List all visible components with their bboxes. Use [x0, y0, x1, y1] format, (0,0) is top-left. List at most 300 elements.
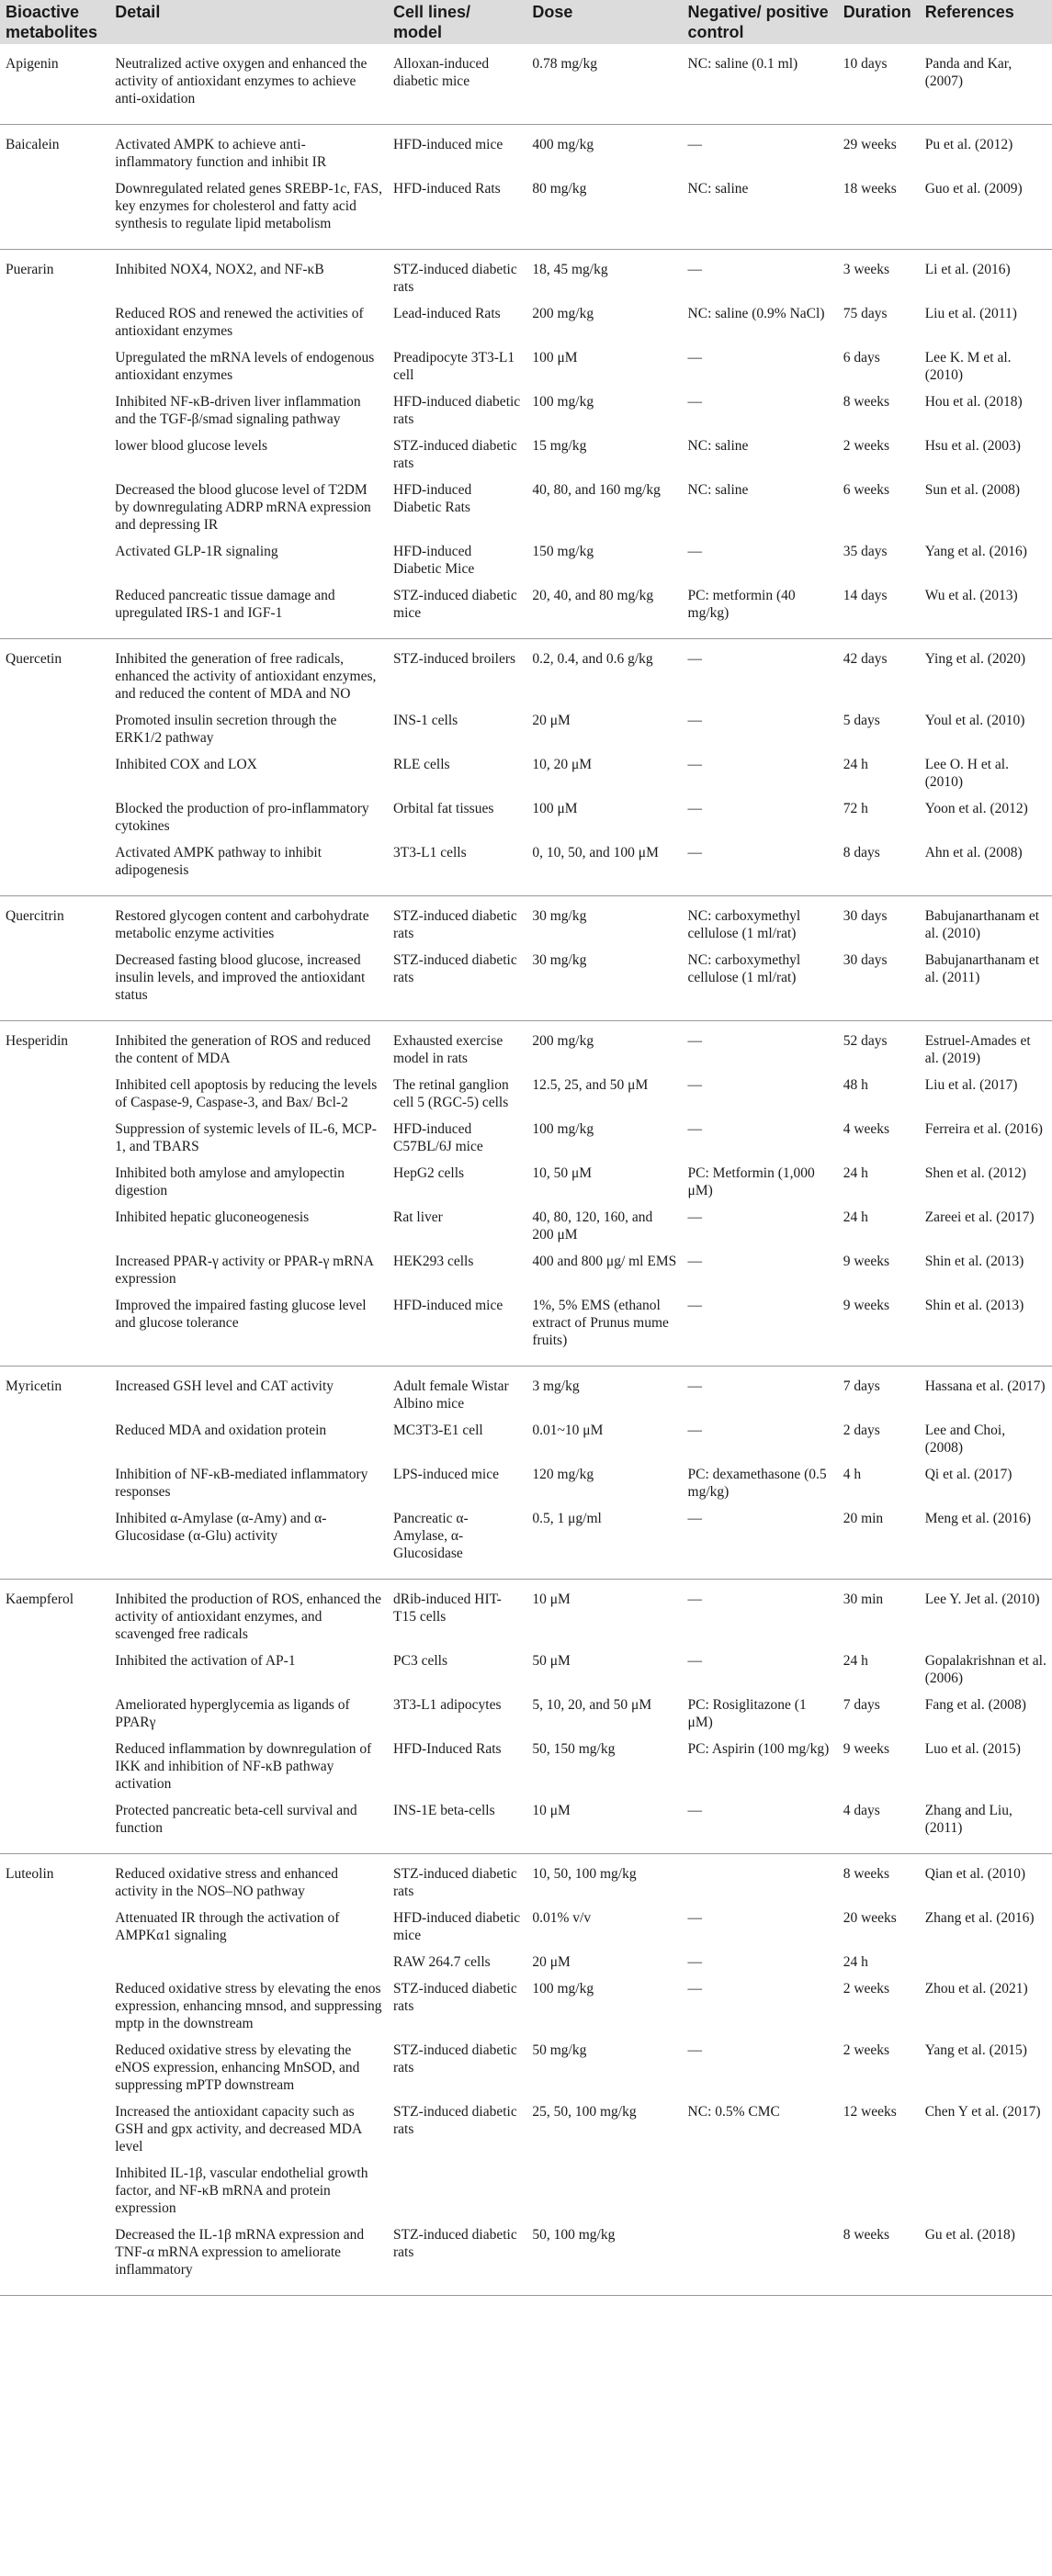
- table-row: [0, 2038, 1052, 2099]
- control-cell: —: [687, 2042, 703, 2058]
- control-cell: NC: 0.5% CMC: [687, 2104, 780, 2120]
- duration-cell: 2 weeks: [843, 2042, 890, 2058]
- dose-cell: 10, 20 μM: [532, 757, 593, 772]
- control-cell: PC: Aspirin (100 mg/kg): [687, 1741, 830, 1757]
- control-cell: —: [687, 1653, 703, 1669]
- reference-cell: Chen Y et al. (2017): [924, 2104, 1041, 2120]
- dose-cell: 10 μM: [526, 1798, 682, 1854]
- table-row: [0, 301, 1052, 345]
- control-cell: —: [687, 262, 703, 277]
- table-row: [0, 1976, 1052, 2038]
- reference-cell: Lee O. H et al. (2010): [924, 757, 1009, 790]
- dose-cell: 50, 150 mg/kg: [532, 1741, 616, 1757]
- control-cell: —: [687, 1254, 703, 1269]
- table-row: [0, 1693, 1052, 1737]
- detail-cell: Inhibited both amylose and amylopectin digestion: [115, 1165, 345, 1198]
- detail-cell: Activated AMPK to achieve anti-inflammatory function and inhibit IR: [115, 137, 327, 170]
- metabolite-cell: [0, 1693, 109, 1737]
- metabolite-cell: [0, 345, 109, 389]
- table-row: [0, 1249, 1052, 1293]
- control-cell: [683, 1854, 838, 1907]
- cell-line-cell: STZ-induced diabetic rats: [393, 1866, 517, 1899]
- cell-line-cell: STZ-induced diabetic rats: [393, 908, 517, 941]
- table-row: [0, 1205, 1052, 1249]
- dose-cell: 200 mg/kg: [532, 306, 594, 321]
- duration-cell: 14 days: [838, 583, 920, 639]
- cell-line-cell: INS-1E beta-cells: [388, 1798, 526, 1854]
- control-cell: NC: saline: [687, 482, 749, 498]
- control-cell: —: [687, 394, 703, 410]
- control-cell: —: [683, 1798, 838, 1854]
- dose-cell: 30 mg/kg: [526, 948, 682, 1021]
- duration-cell: 8 weeks: [843, 1866, 890, 1882]
- metabolite-cell: Baicalein: [6, 137, 60, 152]
- detail-cell: Inhibited COX and LOX: [115, 757, 257, 772]
- reference-cell: Liu et al. (2011): [924, 306, 1017, 321]
- metabolite-cell: [0, 1798, 109, 1854]
- duration-cell: 9 weeks: [843, 1254, 890, 1269]
- metabolite-cell: [0, 301, 109, 345]
- control-cell: NC: saline (0.9% NaCl): [687, 306, 825, 321]
- detail-cell: Inhibited the generation of free radicals, enhanced the activity of antioxidant enzymes, and reduced the content of MDA and NO: [115, 651, 377, 702]
- duration-cell: 2 days: [843, 1423, 880, 1438]
- duration-cell: 9 weeks: [838, 1293, 920, 1367]
- control-cell: NC: saline (0.1 ml): [683, 44, 838, 125]
- duration-cell: 24 h: [843, 1954, 868, 1970]
- dose-cell: 100 mg/kg: [532, 1981, 594, 1997]
- cell-line-cell: RAW 264.7 cells: [393, 1954, 491, 1970]
- dose-cell: 0.78 mg/kg: [526, 44, 682, 125]
- table-row: [0, 639, 1052, 709]
- detail-cell: lower blood glucose levels: [115, 438, 268, 454]
- table-row: [0, 948, 1052, 1021]
- table-row: [0, 752, 1052, 796]
- duration-cell: 2 weeks: [843, 438, 890, 454]
- metabolite-cell: [0, 2038, 109, 2099]
- reference-cell: Hassana et al. (2017): [924, 1378, 1046, 1394]
- cell-line-cell: HFD-induced diabetic mice: [393, 1910, 521, 1943]
- detail-cell: Inhibition of NF-κB-mediated inflammatory responses: [115, 1467, 368, 1500]
- cell-line-cell: HFD-induced C57BL/6J mice: [393, 1121, 483, 1154]
- table-row: [0, 125, 1052, 177]
- table-row: [0, 1648, 1052, 1693]
- dose-cell: 0.5, 1 μg/ml: [526, 1506, 682, 1580]
- reference-cell: Zhou et al. (2021): [924, 1981, 1028, 1997]
- duration-cell: 24 h: [843, 1209, 868, 1225]
- cell-line-cell: INS-1 cells: [393, 713, 458, 728]
- detail-cell: Inhibited IL-1β, vascular endothelial growth factor, and NF-κB mRNA and protein expression: [115, 2165, 368, 2216]
- table-row: [0, 583, 1052, 639]
- control-cell: —: [687, 1033, 703, 1049]
- table-body: [0, 44, 1052, 2296]
- duration-cell: 52 days: [843, 1033, 888, 1049]
- table-row: [0, 44, 1052, 125]
- cell-line-cell: STZ-induced diabetic rats: [388, 948, 526, 1021]
- duration-cell: 18 weeks: [838, 176, 920, 250]
- metabolite-cell: [0, 1506, 109, 1580]
- metabolite-cell: Kaempferol: [6, 1592, 74, 1607]
- header-duration: Duration: [838, 0, 920, 44]
- table-row: [0, 539, 1052, 583]
- table-row: [0, 1798, 1052, 1854]
- dose-cell: 100 mg/kg: [532, 1121, 594, 1137]
- detail-cell: Promoted insulin secretion through the ERK1/2 pathway: [115, 713, 337, 746]
- table-row: [0, 433, 1052, 478]
- cell-line-cell: HFD-induced diabetic rats: [393, 394, 521, 427]
- dose-cell: 0.01~10 μM: [532, 1423, 604, 1438]
- control-cell: PC: dexamethasone (0.5 mg/kg): [687, 1467, 827, 1500]
- detail-cell: Reduced pancreatic tissue damage and upregulated IRS-1 and IGF-1: [109, 583, 388, 639]
- detail-cell: Inhibited the activation of AP-1: [115, 1653, 296, 1669]
- metabolite-cell: Puerarin: [6, 262, 54, 277]
- duration-cell: 3 weeks: [843, 262, 890, 277]
- duration-cell: 20 min: [838, 1506, 920, 1580]
- metabolite-cell: Myricetin: [6, 1378, 62, 1394]
- reference-cell: Shin et al. (2013): [920, 1293, 1052, 1367]
- cell-line-cell: 3T3-L1 adipocytes: [393, 1697, 502, 1713]
- cell-line-cell: The retinal ganglion cell 5 (RGC-5) cells: [393, 1077, 509, 1110]
- metabolite-cell: [0, 433, 109, 478]
- reference-cell: Ahn et al. (2008): [920, 840, 1052, 896]
- reference-cell: Hsu et al. (2003): [924, 438, 1021, 454]
- reference-cell: Sun et al. (2008): [924, 482, 1021, 498]
- metabolite-cell: [0, 948, 109, 1021]
- detail-cell: Neutralized active oxygen and enhanced the activity of antioxidant enzymes to achieve anti-oxidation: [109, 44, 388, 125]
- reference-cell: Shen et al. (2012): [924, 1165, 1026, 1181]
- header-bioactive-metabolites: Bioactive metabolites: [0, 0, 109, 44]
- detail-cell: Inhibited hepatic gluconeogenesis: [115, 1209, 310, 1225]
- cell-line-cell: HepG2 cells: [393, 1165, 465, 1181]
- table-row: [0, 1117, 1052, 1161]
- detail-cell: Reduced inflammation by downregulation of IKK and inhibition of NF-κB pathway activation: [115, 1741, 372, 1792]
- duration-cell: 6 days: [843, 350, 880, 366]
- table-header: [0, 0, 1052, 44]
- metabolite-cell: [0, 1161, 109, 1205]
- header-references: References: [920, 0, 1052, 44]
- metabolite-cell: Quercetin: [6, 651, 62, 667]
- reference-cell: Yang et al. (2016): [924, 544, 1027, 559]
- table-row: [0, 708, 1052, 752]
- reference-cell: Ying et al. (2020): [924, 651, 1026, 667]
- control-cell: —: [687, 1121, 703, 1137]
- reference-cell: Yang et al. (2015): [924, 2042, 1027, 2058]
- metabolite-cell: [0, 1976, 109, 2038]
- duration-cell: 35 days: [843, 544, 888, 559]
- detail-cell: Reduced oxidative stress by elevating the enos expression, enhancing mnsod, and suppressing mptp in the downstream: [115, 1981, 382, 2031]
- reference-cell: Guo et al. (2009): [920, 176, 1052, 250]
- dose-cell: 80 mg/kg: [526, 176, 682, 250]
- reference-cell: Lee and Choi, (2008): [924, 1423, 1006, 1456]
- dose-cell: 150 mg/kg: [532, 544, 594, 559]
- dose-cell: 400 and 800 μg/ ml EMS: [532, 1254, 677, 1269]
- metabolite-cell: [0, 2099, 109, 2161]
- duration-cell: 4 days: [838, 1798, 920, 1854]
- metabolite-cell: [0, 2222, 109, 2296]
- control-cell: —: [687, 137, 703, 152]
- detail-cell: Activated AMPK pathway to inhibit adipogenesis: [109, 840, 388, 896]
- metabolite-cell: [0, 176, 109, 250]
- control-cell: [683, 2161, 838, 2222]
- detail-cell: Protected pancreatic beta-cell survival and function: [109, 1798, 388, 1854]
- reference-cell: Youl et al. (2010): [924, 713, 1025, 728]
- dose-cell: 0.2, 0.4, and 0.6 g/kg: [532, 651, 653, 667]
- dose-cell: [526, 2161, 682, 2222]
- dose-cell: 3 mg/kg: [532, 1378, 580, 1394]
- cell-line-cell: LPS-induced mice: [393, 1467, 499, 1482]
- reference-cell: Lee Y. Jet al. (2010): [924, 1592, 1040, 1607]
- cell-line-cell: MC3T3-E1 cell: [393, 1423, 483, 1438]
- duration-cell: 8 days: [838, 840, 920, 896]
- detail-cell: Restored glycogen content and carbohydrate metabolic enzyme activities: [115, 908, 369, 941]
- duration-cell: 12 weeks: [843, 2104, 897, 2120]
- table-row: [0, 2222, 1052, 2296]
- cell-line-cell: Pancreatic α-Amylase, α-Glucosidase: [388, 1506, 526, 1580]
- dose-cell: 12.5, 25, and 50 μM: [532, 1077, 649, 1093]
- cell-line-cell: Orbital fat tissues: [393, 801, 494, 816]
- control-cell: —: [687, 1954, 703, 1970]
- metabolite-cell: [0, 708, 109, 752]
- control-cell: —: [683, 1506, 838, 1580]
- dose-cell: 15 mg/kg: [532, 438, 587, 454]
- table-row: [0, 1367, 1052, 1419]
- duration-cell: [838, 2161, 920, 2222]
- control-cell: —: [687, 1423, 703, 1438]
- control-cell: —: [687, 651, 703, 667]
- cell-line-cell: STZ-induced diabetic rats: [393, 438, 517, 471]
- dose-cell: 100 mg/kg: [532, 394, 594, 410]
- metabolite-cell: [0, 796, 109, 840]
- reference-cell: Zhang and Liu, (2011): [920, 1798, 1052, 1854]
- detail-cell: Blocked the production of pro-inflammatory cytokines: [115, 801, 369, 834]
- cell-line-cell: STZ-induced diabetic rats: [393, 262, 517, 295]
- detail-cell: Reduced oxidative stress and enhanced activity in the NOS–NO pathway: [115, 1866, 339, 1899]
- reference-cell: Qian et al. (2010): [924, 1866, 1026, 1882]
- cell-line-cell: STZ-induced broilers: [393, 651, 516, 667]
- control-cell: —: [687, 1077, 703, 1093]
- control-cell: —: [687, 350, 703, 366]
- duration-cell: 7 days: [843, 1378, 880, 1394]
- cell-line-cell: HEK293 cells: [393, 1254, 474, 1269]
- table-row: [0, 796, 1052, 840]
- control-cell: PC: Metformin (1,000 μM): [687, 1165, 815, 1198]
- dose-cell: 18, 45 mg/kg: [532, 262, 608, 277]
- reference-cell: Fang et al. (2008): [924, 1697, 1026, 1713]
- duration-cell: 30 min: [843, 1592, 884, 1607]
- reference-cell: Hou et al. (2018): [924, 394, 1023, 410]
- dose-cell: 400 mg/kg: [532, 137, 594, 152]
- reference-cell: Estruel-Amades et al. (2019): [924, 1033, 1031, 1066]
- table-row: [0, 1293, 1052, 1367]
- cell-line-cell: STZ-induced diabetic rats: [393, 2104, 517, 2137]
- detail-cell: Inhibited α-Amylase (α-Amy) and α-Glucosidase (α-Glu) activity: [109, 1506, 388, 1580]
- table-row: [0, 176, 1052, 250]
- dose-cell: 10, 50, 100 mg/kg: [532, 1866, 637, 1882]
- metabolite-cell: [0, 1073, 109, 1117]
- table-row: [0, 2099, 1052, 2161]
- reference-cell: [920, 2161, 1052, 2222]
- metabolite-cell: [0, 1418, 109, 1462]
- detail-cell: Suppression of systemic levels of IL-6, MCP-1, and TBARS: [115, 1121, 377, 1154]
- metabolite-cell: Quercitrin: [6, 908, 64, 924]
- detail-cell: Decreased fasting blood glucose, increased insulin levels, and improved the antioxidant status: [109, 948, 388, 1021]
- cell-line-cell: HFD-induced Diabetic Rats: [393, 482, 472, 515]
- dose-cell: 10, 50 μM: [532, 1165, 593, 1181]
- cell-line-cell: Rat liver: [393, 1209, 443, 1225]
- metabolite-cell: Luteolin: [6, 1866, 54, 1882]
- detail-cell: Improved the impaired fasting glucose level and glucose tolerance: [109, 1293, 388, 1367]
- detail-cell: Ameliorated hyperglycemia as ligands of PPARγ: [115, 1697, 350, 1730]
- metabolite-cell: [0, 2161, 109, 2222]
- dose-cell: 10 μM: [532, 1592, 571, 1607]
- dose-cell: 50 mg/kg: [532, 2042, 587, 2058]
- table-row: [0, 1950, 1052, 1976]
- dose-cell: 0.01% v/v: [532, 1910, 592, 1926]
- detail-cell: Inhibited cell apoptosis by reducing the levels of Caspase-9, Caspase-3, and Bax/ Bcl-2: [115, 1077, 378, 1110]
- cell-line-cell: HFD-induced Rats: [388, 176, 526, 250]
- duration-cell: 4 weeks: [843, 1121, 890, 1137]
- dose-cell: 25, 50, 100 mg/kg: [532, 2104, 637, 2120]
- dose-cell: 100 μM: [532, 801, 578, 816]
- cell-line-cell: [388, 2161, 526, 2222]
- cell-line-cell: STZ-induced diabetic rats: [388, 2222, 526, 2296]
- detail-cell: Upregulated the mRNA levels of endogenous antioxidant enzymes: [115, 350, 375, 383]
- cell-line-cell: 3T3-L1 cells: [388, 840, 526, 896]
- table-row: [0, 1073, 1052, 1117]
- reference-cell: Lee K. M et al. (2010): [924, 350, 1012, 383]
- cell-line-cell: Lead-induced Rats: [393, 306, 501, 321]
- detail-cell: [109, 1950, 388, 1976]
- cell-line-cell: dRib-induced HIT-T15 cells: [393, 1592, 502, 1625]
- cell-line-cell: Preadipocyte 3T3-L1 cell: [393, 350, 515, 383]
- detail-cell: Reduced ROS and renewed the activities of antioxidant enzymes: [115, 306, 364, 339]
- control-cell: —: [687, 544, 703, 559]
- cell-line-cell: RLE cells: [393, 757, 450, 772]
- table-row: [0, 1580, 1052, 1649]
- cell-line-cell: Adult female Wistar Albino mice: [393, 1378, 509, 1412]
- detail-cell: Activated GLP-1R signaling: [115, 544, 278, 559]
- reference-cell: Qi et al. (2017): [924, 1467, 1012, 1482]
- table-row: [0, 478, 1052, 539]
- dose-cell: 50, 100 mg/kg: [526, 2222, 682, 2296]
- control-cell: —: [687, 801, 703, 816]
- detail-cell: Inhibited NOX4, NOX2, and NF-κB: [115, 262, 324, 277]
- detail-cell: Downregulated related genes SREBP-1c, FAS, key enzymes for cholesterol and fatty acid synthesis to regulate lipid metabolism: [109, 176, 388, 250]
- reference-cell: Luo et al. (2015): [924, 1741, 1021, 1757]
- dose-cell: 5, 10, 20, and 50 μM: [532, 1697, 652, 1713]
- duration-cell: 75 days: [843, 306, 888, 321]
- detail-cell: Decreased the IL-1β mRNA expression and TNF-α mRNA expression to ameliorate inflammatory: [109, 2222, 388, 2296]
- reference-cell: [920, 1950, 1052, 1976]
- dose-cell: 50 μM: [532, 1653, 571, 1669]
- duration-cell: 10 days: [838, 44, 920, 125]
- detail-cell: Increased GSH level and CAT activity: [115, 1378, 334, 1394]
- duration-cell: 24 h: [843, 757, 868, 772]
- dose-cell: 20 μM: [532, 713, 571, 728]
- control-cell: —: [687, 1910, 703, 1926]
- cell-line-cell: Alloxan-induced diabetic mice: [388, 44, 526, 125]
- dose-cell: 30 mg/kg: [532, 908, 587, 924]
- header-detail: Detail: [109, 0, 388, 44]
- dose-cell: 200 mg/kg: [532, 1033, 594, 1049]
- dose-cell: 0, 10, 50, and 100 μM: [526, 840, 682, 896]
- duration-cell: 24 h: [843, 1653, 868, 1669]
- reference-cell: Meng et al. (2016): [920, 1506, 1052, 1580]
- table-row: [0, 840, 1052, 896]
- header-control: Negative/ positive control: [683, 0, 838, 44]
- reference-cell: Li et al. (2016): [924, 262, 1011, 277]
- dose-cell: 40, 80, and 160 mg/kg: [532, 482, 661, 498]
- table-row: [0, 345, 1052, 389]
- dose-cell: 100 μM: [532, 350, 578, 366]
- duration-cell: 29 weeks: [843, 137, 897, 152]
- table-row: [0, 2161, 1052, 2222]
- metabolite-cell: [0, 1906, 109, 1950]
- table-row: [0, 1021, 1052, 1074]
- control-cell: —: [687, 1592, 703, 1607]
- table-row: [0, 1854, 1052, 1907]
- cell-line-cell: STZ-induced diabetic rats: [393, 1981, 517, 2014]
- duration-cell: 9 weeks: [843, 1741, 890, 1757]
- metabolite-cell: [0, 752, 109, 796]
- duration-cell: 6 weeks: [843, 482, 890, 498]
- control-cell: —: [687, 757, 703, 772]
- duration-cell: 30 days: [843, 908, 888, 924]
- header-dose: Dose: [526, 0, 682, 44]
- metabolite-cell: [0, 1205, 109, 1249]
- duration-cell: 5 days: [843, 713, 880, 728]
- control-cell: —: [683, 840, 838, 896]
- reference-cell: Liu et al. (2017): [924, 1077, 1018, 1093]
- reference-cell: Zhang et al. (2016): [924, 1910, 1035, 1926]
- table-row: [0, 1418, 1052, 1462]
- header-cell-lines-model: Cell lines/ model: [388, 0, 526, 44]
- reference-cell: Zareei et al. (2017): [924, 1209, 1035, 1225]
- control-cell: NC: saline: [683, 176, 838, 250]
- reference-cell: Ferreira et al. (2016): [924, 1121, 1043, 1137]
- reference-cell: Wu et al. (2013): [920, 583, 1052, 639]
- metabolite-cell: [0, 583, 109, 639]
- reference-cell: Babujanarthanam et al. (2011): [920, 948, 1052, 1021]
- dose-cell: 20, 40, and 80 mg/kg: [526, 583, 682, 639]
- reference-cell: Gopalakrishnan et al. (2006): [924, 1653, 1046, 1686]
- table-row: [0, 250, 1052, 302]
- control-cell: —: [687, 713, 703, 728]
- duration-cell: 8 weeks: [843, 394, 890, 410]
- table-row: [0, 1737, 1052, 1798]
- table-row: [0, 896, 1052, 949]
- detail-cell: Attenuated IR through the activation of AMPKα1 signaling: [115, 1910, 340, 1943]
- header-row: [0, 0, 1052, 44]
- control-cell: PC: metformin (40 mg/kg): [683, 583, 838, 639]
- duration-cell: 2 weeks: [843, 1981, 890, 1997]
- metabolite-cell: [0, 539, 109, 583]
- control-cell: —: [683, 1293, 838, 1367]
- metabolite-cell: [0, 389, 109, 433]
- metabolite-cell: [0, 840, 109, 896]
- cell-line-cell: HFD-induced mice: [388, 1293, 526, 1367]
- metabolite-cell: [0, 478, 109, 539]
- detail-cell: Decreased the blood glucose level of T2DM by downregulating ADRP mRNA expression and depressing IR: [115, 482, 371, 533]
- duration-cell: 24 h: [843, 1165, 868, 1181]
- dose-cell: 1%, 5% EMS (ethanol extract of Prunus mume fruits): [526, 1293, 682, 1367]
- table-row: [0, 1462, 1052, 1506]
- cell-line-cell: STZ-induced diabetic mice: [388, 583, 526, 639]
- cell-line-cell: HFD-induced mice: [393, 137, 503, 152]
- control-cell: NC: carboxymethyl cellulose (1 ml/rat): [683, 948, 838, 1021]
- table-row: [0, 1506, 1052, 1580]
- metabolite-cell: [0, 1737, 109, 1798]
- reference-cell: Shin et al. (2013): [924, 1254, 1024, 1269]
